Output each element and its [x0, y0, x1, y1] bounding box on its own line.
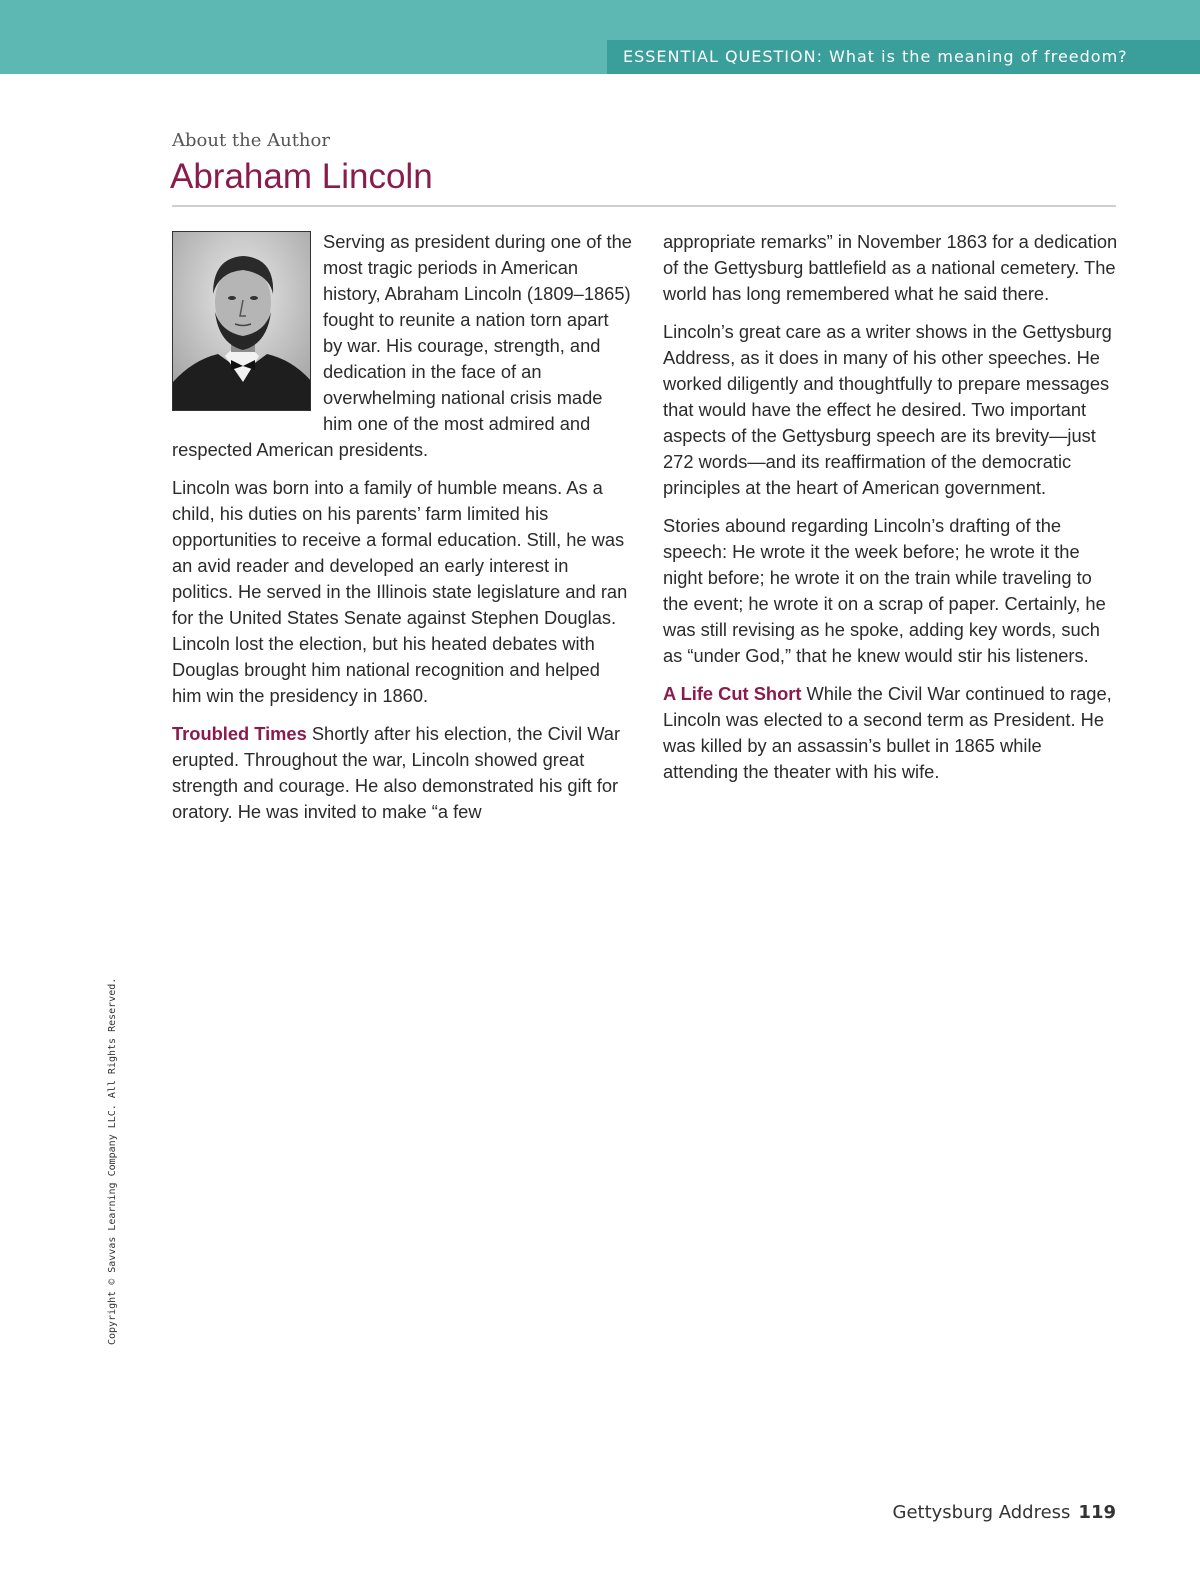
essential-question-banner: ESSENTIAL QUESTION: What is the meaning of freedom? [607, 40, 1200, 74]
troubled-times-text: Shortly after his election, the Civil War erupted. Throughout the war, Lincoln showed great strength and courage. He also demonstrated his gift for oratory. He was invited to make “a few [172, 723, 621, 822]
copyright-text: Copyright © Savvas Learning Company LLC. All Rights Reserved. [107, 977, 118, 1345]
author-name-heading: Abraham Lincoln [170, 157, 433, 196]
heading-divider [172, 205, 1116, 207]
page-footer [893, 1502, 1117, 1523]
footer-title: Gettysburg Address [892, 1502, 1071, 1523]
left-column [172, 229, 632, 837]
bio-paragraph-4: appropriate remarks” in November 1863 for a dedication of the Gettysburg battlefield as a national cemetery. The world has long remembered what he said there. [663, 231, 1118, 304]
page-number: 119 [1078, 1502, 1116, 1523]
bio-paragraph-3 [172, 721, 632, 825]
troubled-times-heading: Troubled Times [172, 723, 307, 744]
bio-paragraph-6: Stories abound regarding Lincoln’s drafting of the speech: He wrote it the week before; he wrote it the night before; he wrote it on the train while traveling to the event; he wrote it on a scrap of paper. Certainly, he was still revising as he spoke, adding key words, such as “under God,” that he knew would stir his listeners. [663, 515, 1106, 666]
bio-paragraph-1: Serving as president during one of the most tragic periods in American history, Abraham Lincoln (1809–1865) fought to reunite a nation torn apart by war. His courage, strength, and dedication in the face of an overwhelming national crisis made him one of the most admired and respected American presidents. [172, 231, 632, 460]
right-column [663, 229, 1118, 797]
bio-paragraph-2: Lincoln was born into a family of humble means. As a child, his duties on his parents’ farm limited his opportunities to receive a formal education. Still, he was an avid reader and developed an early interest in politics. He served in the Illinois state legislature and ran for the United States Senate against Stephen Douglas. Lincoln lost the election, but his heated debates with Douglas brought him national recognition and helped him win the presidency in 1860. [172, 477, 628, 706]
bio-paragraph-5: Lincoln’s great care as a writer shows in the Gettysburg Address, as it does in many of his other speeches. He worked diligently and thoughtfully to prepare messages that would have the effect he desired. Two important aspects of the Gettysburg speech are its brevity—just 272 words—and its reaffirmation of the democratic principles at the heart of American government. [663, 321, 1112, 498]
bio-paragraph-7 [663, 681, 1118, 785]
lincoln-portrait-icon [172, 231, 311, 411]
about-author-label: About the Author [172, 130, 330, 151]
life-cut-short-heading: A Life Cut Short [663, 683, 802, 704]
life-cut-short-text: While the Civil War continued to rage, Lincoln was elected to a second term as President. He was killed by an assassin’s bullet in 1865 while attending the theater with his wife. [663, 683, 1112, 782]
